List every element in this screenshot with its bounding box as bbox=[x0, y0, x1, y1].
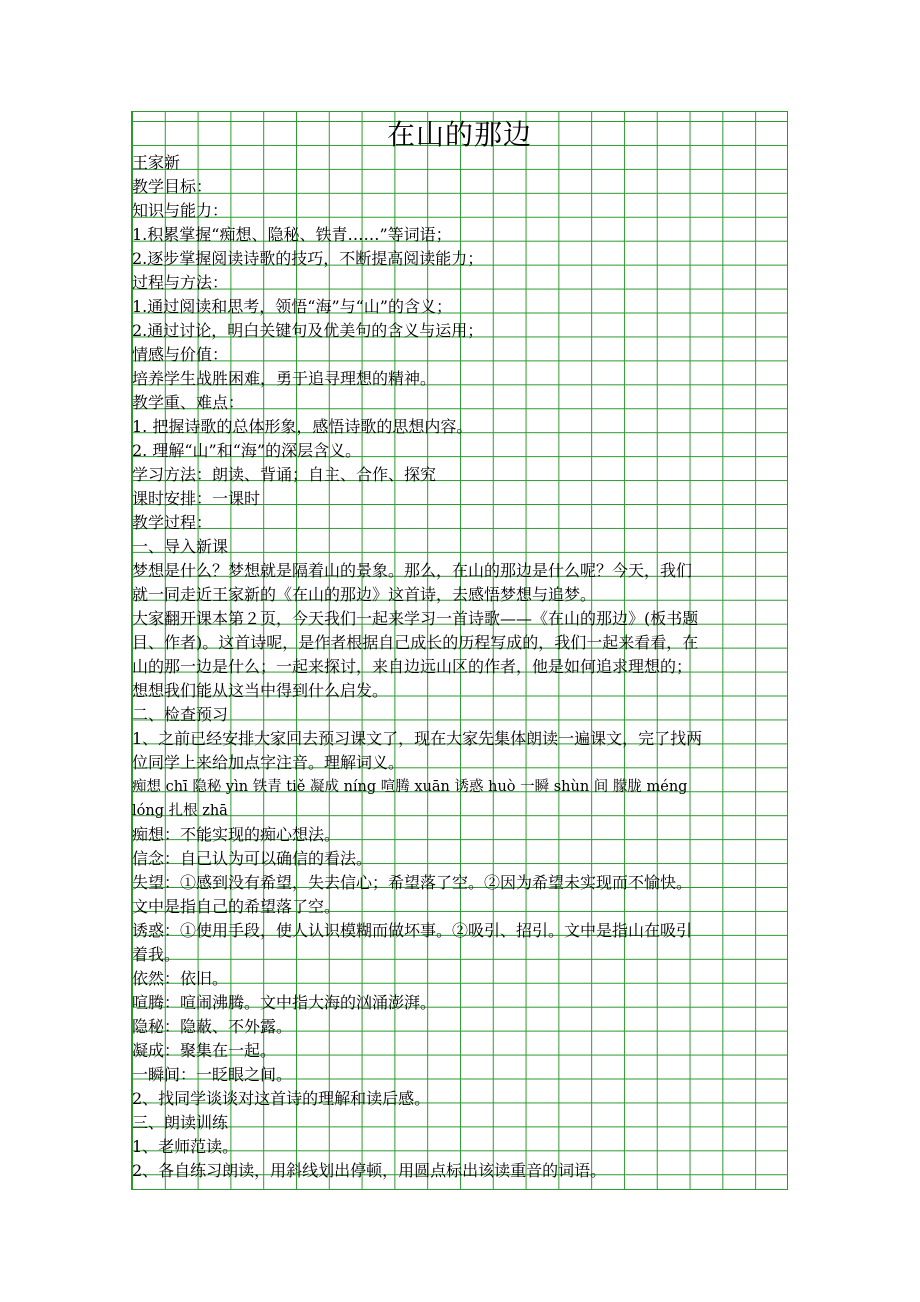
text-line: 课时安排：一课时 bbox=[132, 489, 261, 508]
text-line: 就一同走近王家新的《在山的那边》这首诗，去感悟梦想与追梦。 bbox=[132, 585, 597, 604]
text-line: 学习方法：朗读、背诵；自主、合作、探究 bbox=[132, 465, 437, 484]
text-line: 位同学上来给加点字注音。理解词义。 bbox=[132, 753, 405, 772]
text-line: 过程与方法： bbox=[132, 273, 229, 292]
text-line: 想想我们能从这当中得到什么启发。 bbox=[132, 681, 389, 700]
text-line: 梦想是什么？梦想就是隔着山的景象。那么，在山的那边是什么呢？今天，我们 bbox=[132, 561, 693, 580]
text-line: 1、之前已经安排大家回去预习课文了，现在大家先集体朗读一遍课文，完了找两 bbox=[132, 729, 703, 748]
text-line: 情感与价值： bbox=[132, 345, 229, 364]
section-heading: 三、朗读训练 bbox=[132, 1113, 229, 1132]
text-line: 一瞬间：一眨眼之间。 bbox=[132, 1065, 293, 1084]
author-line: 王家新 bbox=[132, 153, 181, 172]
text-line: 2、找同学谈谈对这首诗的理解和读后感。 bbox=[132, 1089, 431, 1108]
text-line: 大家翻开课本第２页，今天我们一起来学习一首诗歌——《在山的那边》(板书题 bbox=[132, 609, 699, 628]
text-line: 2.通过讨论，明白关键句及优美句的含义与运用； bbox=[132, 321, 484, 340]
text-line: 2.逐步掌握阅读诗歌的技巧，不断提高阅读能力； bbox=[132, 249, 484, 268]
text-line: 目、作者)。这首诗呢，是作者根据自己成长的历程写成的，我们一起来看看，在 bbox=[132, 633, 699, 652]
text-line: 教学目标： bbox=[132, 177, 213, 196]
text-line: 1.通过阅读和思考，领悟“海”与“山”的含义； bbox=[132, 297, 452, 316]
text-line: 1. 把握诗歌的总体形象，感悟诗歌的思想内容。 bbox=[132, 417, 473, 436]
text-line: 知识与能力： bbox=[132, 201, 229, 220]
text-line: 凝成：聚集在一起。 bbox=[132, 1041, 277, 1060]
text-line: 教学过程： bbox=[132, 513, 213, 532]
document-title: 在山的那边 bbox=[386, 118, 532, 151]
text-line: 着我。 bbox=[132, 945, 181, 964]
text-line: 信念：自己认为可以确信的看法。 bbox=[132, 849, 373, 868]
text-line: 依然：依旧。 bbox=[132, 969, 229, 988]
text-line: 诱惑：①使用手段，使人认识模糊而做坏事。②吸引、招引。文中是指山在吸引 bbox=[132, 921, 693, 940]
text-line: 教学重、难点： bbox=[132, 393, 245, 412]
text-line: 隐秘：隐蔽、不外露。 bbox=[132, 1017, 293, 1036]
text-line: 1、老师范读。 bbox=[132, 1137, 239, 1156]
text-line: 山的那一边是什么；一起来探讨，来自边远山区的作者，他是如何追求理想的； bbox=[132, 657, 693, 676]
text-line: 1.积累掌握“痴想、隐秘、铁青……”等词语； bbox=[132, 225, 452, 244]
text-line: 2、各自练习朗读，用斜线划出停顿，用圆点标出该读重音的词语。 bbox=[132, 1161, 607, 1180]
text-line: 失望：①感到没有希望，失去信心；希望落了空。②因为希望未实现而不愉快。 bbox=[132, 873, 693, 892]
section-heading: 一、导入新课 bbox=[132, 537, 229, 556]
pinyin-line: 痴想 chī 隐秘 yìn 铁青 tiě 凝成 níng 喧腾 xuān 诱惑 huò 一瞬 shùn 间 朦胧 méng bbox=[132, 779, 688, 795]
text-line: 痴想：不能实现的痴心想法。 bbox=[132, 825, 341, 844]
text-line: 文中是指自己的希望落了空。 bbox=[132, 897, 341, 916]
section-heading: 二、检查预习 bbox=[132, 705, 229, 724]
text-line: 2. 理解“山”和“海”的深层含义。 bbox=[132, 441, 362, 460]
text-line: 喧腾：喧闹沸腾。文中指大海的汹涌澎湃。 bbox=[132, 993, 437, 1012]
pinyin-line: lóng 扎根 zhā bbox=[132, 803, 228, 819]
text-line: 培养学生战胜困难，勇于追寻理想的精神。 bbox=[132, 369, 437, 388]
